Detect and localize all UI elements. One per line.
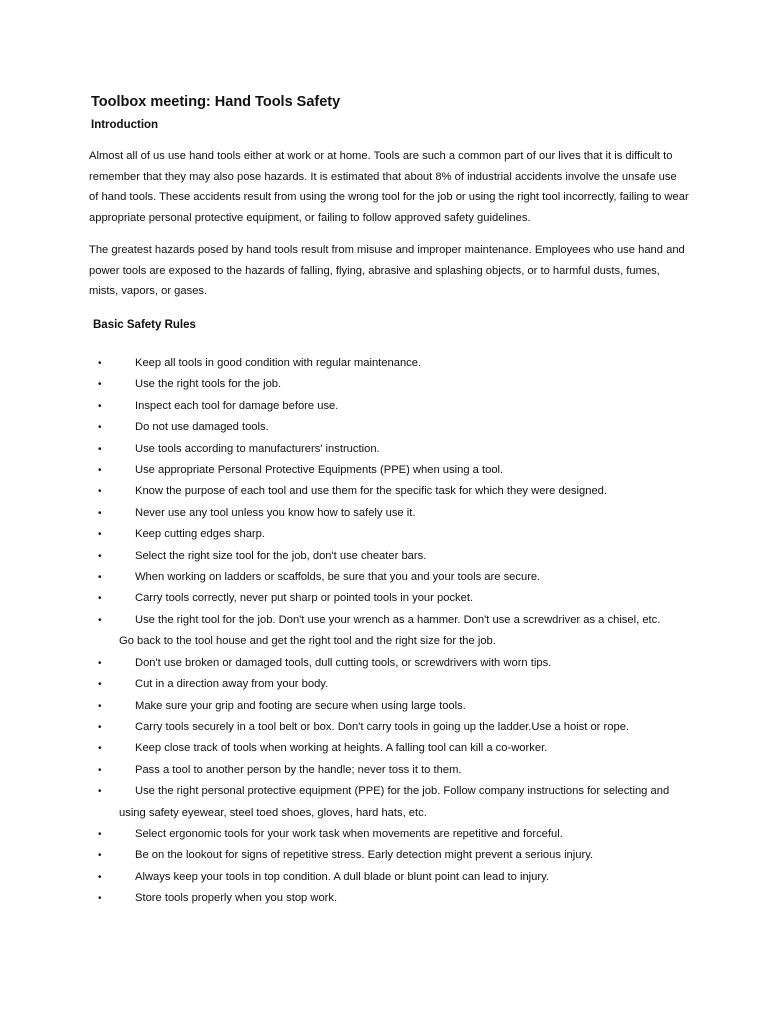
rule-text: Keep cutting edges sharp.	[135, 528, 265, 541]
list-item	[0, 888, 768, 909]
list-item	[0, 353, 768, 374]
rule-text-continuation: Go back to the tool house and get the right tool and the right size for the job.	[119, 635, 496, 648]
rule-text: Use the right tools for the job.	[135, 378, 282, 391]
bullet-icon: •	[98, 614, 102, 626]
rule-text: Use tools according to manufacturers' instruction.	[135, 442, 380, 455]
list-item	[0, 760, 768, 781]
bullet-icon: •	[98, 700, 102, 712]
bullet-icon: •	[98, 679, 102, 691]
list-item	[0, 696, 768, 717]
rule-text: Cut in a direction away from your body.	[135, 678, 329, 691]
rule-text: Store tools properly when you stop work.	[135, 892, 338, 905]
bullet-icon: •	[98, 529, 102, 541]
list-item	[0, 396, 768, 417]
list-item	[0, 417, 768, 438]
rule-text-continuation: using safety eyewear, steel toed shoes, gloves, hard hats, etc.	[119, 806, 427, 819]
bullet-icon: •	[98, 593, 102, 605]
list-item	[0, 374, 768, 395]
bullet-icon: •	[98, 764, 102, 776]
bullet-icon: •	[98, 850, 102, 862]
list-item	[0, 738, 768, 759]
rule-text: Don't use broken or damaged tools, dull cutting tools, or screwdrivers with worn tips.	[135, 656, 552, 669]
rule-text: Always keep your tools in top condition. A dull blade or blunt point can lead to injury.	[135, 870, 549, 883]
rule-text: Use the right tool for the job. Don't use your wrench as a hammer. Don't use a screwdriver as a chisel, etc.	[135, 613, 661, 626]
rule-text: Make sure your grip and footing are secure when using large tools.	[135, 699, 466, 712]
intro-paragraph-1: Almost all of us use hand tools either at work or at home. Tools are such a common part of our lives that it is difficult to remember that they may also pose hazards. It is estimated that about 8% of industrial accidents involve the unsafe use of hand tools. These accidents result from using the wrong tool for the job or using the right tool incorrectly, failing to wear appropriate personal protective equipment, or failing to follow approved safety guidelines.	[89, 150, 689, 224]
document-title: Toolbox meeting: Hand Tools Safety	[91, 94, 341, 110]
bullet-icon: •	[98, 465, 102, 477]
introduction-heading: Introduction	[91, 119, 159, 131]
bullet-icon: •	[98, 379, 102, 391]
rule-text: Do not use damaged tools.	[135, 421, 269, 434]
rule-text: Use the right personal protective equipment (PPE) for the job. Follow company instructions for selecting and	[135, 785, 670, 798]
bullet-icon: •	[98, 871, 102, 883]
rule-text: Use appropriate Personal Protective Equipments (PPE) when using a tool.	[135, 464, 504, 477]
list-item	[0, 588, 768, 609]
rule-text: Select the right size tool for the job, don't use cheater bars.	[135, 549, 427, 562]
rules-heading: Basic Safety Rules	[93, 319, 196, 331]
rule-text: Pass a tool to another person by the handle; never toss it to them.	[135, 763, 462, 776]
rule-text: Keep close track of tools when working at heights. A falling tool can kill a co-worker.	[135, 742, 548, 755]
list-item	[0, 674, 768, 695]
safety-rules-list	[0, 353, 768, 910]
intro-paragraph-2: The greatest hazards posed by hand tools result from misuse and improper maintenance. Employees who use hand and power tools are exposed to the hazards of falling, flying, abrasive and splashing objects, or to harmful dusts, fumes, mists, vapors, or gases.	[89, 244, 685, 297]
rule-text: Select ergonomic tools for your work task when movements are repetitive and forceful.	[135, 827, 563, 840]
bullet-icon: •	[98, 358, 102, 369]
rule-text: Never use any tool unless you know how to safely use it.	[135, 506, 416, 519]
bullet-icon: •	[98, 721, 102, 733]
list-item	[0, 824, 768, 845]
list-item	[0, 503, 768, 524]
bullet-icon: •	[98, 443, 102, 455]
list-item	[0, 610, 768, 653]
bullet-icon: •	[98, 786, 102, 798]
bullet-icon: •	[98, 572, 102, 584]
bullet-icon: •	[98, 400, 102, 412]
list-item	[0, 567, 768, 588]
list-item	[0, 845, 768, 866]
list-item	[0, 867, 768, 888]
list-item	[0, 781, 768, 824]
rule-text: When working on ladders or scaffolds, be sure that you and your tools are secure.	[135, 571, 541, 584]
bullet-icon: •	[98, 893, 102, 905]
list-item	[0, 717, 768, 738]
bullet-icon: •	[98, 486, 102, 498]
list-item	[0, 460, 768, 481]
rule-text: Inspect each tool for damage before use.	[135, 399, 339, 412]
list-item	[0, 524, 768, 545]
bullet-icon: •	[98, 422, 102, 434]
rule-text: Be on the lookout for signs of repetitive stress. Early detection might prevent a serious injury.	[135, 849, 594, 862]
rule-text: Keep all tools in good condition with regular maintenance.	[135, 357, 422, 369]
list-item	[0, 546, 768, 567]
bullet-icon: •	[98, 657, 102, 669]
list-item	[0, 439, 768, 460]
rule-text: Carry tools correctly, never put sharp or pointed tools in your pocket.	[135, 592, 474, 605]
rule-text: Carry tools securely in a tool belt or box. Don't carry tools in going up the ladder.Use a hoist or rope.	[135, 720, 630, 733]
list-item	[0, 653, 768, 674]
list-item	[0, 481, 768, 502]
rule-text: Know the purpose of each tool and use them for the specific task for which they were designed.	[135, 485, 608, 498]
bullet-icon: •	[98, 507, 102, 519]
bullet-icon: •	[98, 743, 102, 755]
bullet-icon: •	[98, 550, 102, 562]
bullet-icon: •	[98, 828, 102, 840]
